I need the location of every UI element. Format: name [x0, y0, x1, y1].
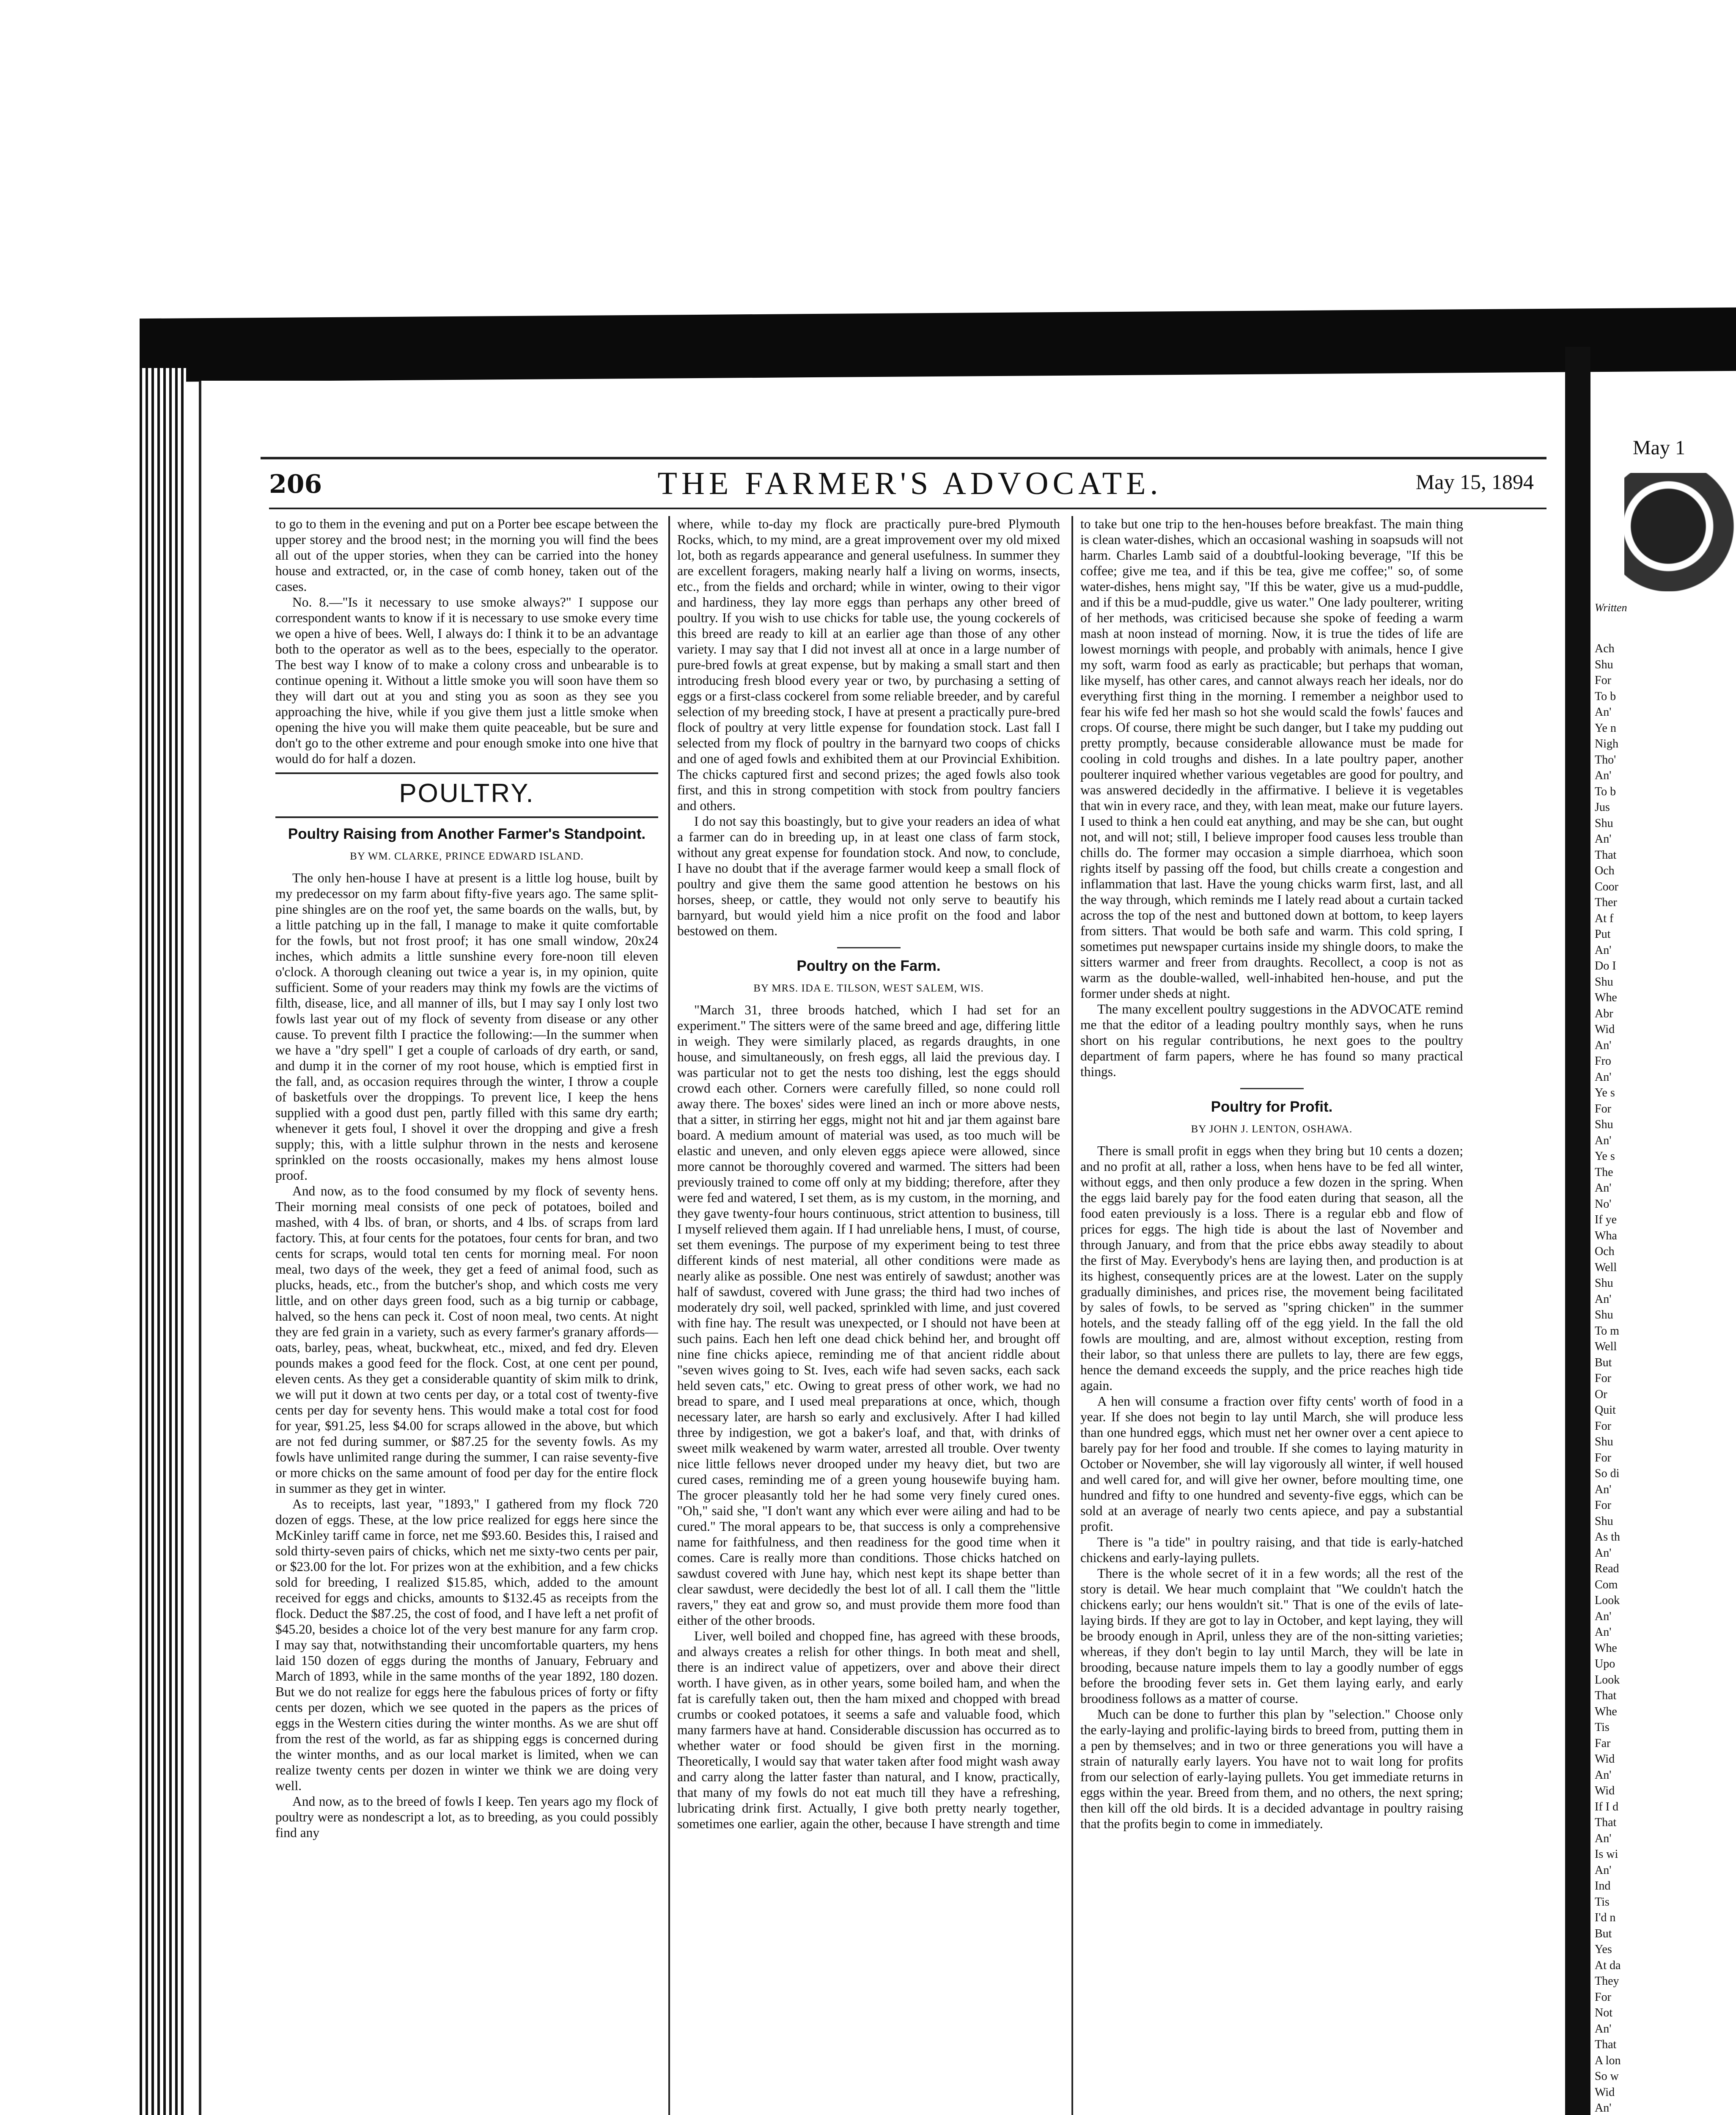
- text-fragment: An': [1595, 1546, 1612, 1560]
- paragraph: to go to them in the evening and put on a Porter bee escape between the upper storey and the brood nest; in the morning you will find the bees all out of the upper stories, when they can be carried into the honey house and extracted, or, in the case of comb honey, taken out of the cases.: [275, 516, 658, 594]
- text-fragment: Or: [1595, 1387, 1607, 1401]
- column-divider: [668, 516, 670, 2115]
- text-fragment: Look: [1595, 1594, 1620, 1607]
- text-fragment: No': [1595, 1197, 1612, 1211]
- text-fragment: Quit: [1595, 1404, 1616, 1417]
- text-fragment: I'd n: [1595, 1911, 1616, 1924]
- issue-date: May 15, 1894: [1415, 470, 1534, 494]
- text-fragment: For: [1595, 1499, 1611, 1512]
- scan-top-border: [140, 308, 1736, 382]
- text-fragment: Ach: [1595, 642, 1615, 655]
- text-fragment: But: [1595, 1356, 1612, 1369]
- column-2: [677, 516, 1060, 2115]
- text-fragment: Fro: [1595, 1055, 1611, 1068]
- text-fragment: Yes: [1595, 1943, 1612, 1956]
- text-fragment: Shu: [1595, 816, 1613, 830]
- text-fragment: Ye s: [1595, 1086, 1615, 1099]
- text-fragment: Nigh: [1595, 737, 1618, 750]
- text-fragment: An': [1595, 1768, 1612, 1782]
- article-separator: [837, 947, 901, 948]
- article-title: Poultry for Profit.: [1211, 1099, 1333, 1115]
- column-3: [1080, 516, 1463, 2115]
- text-fragment: For: [1595, 1419, 1611, 1433]
- text-fragment: Wid: [1595, 1752, 1615, 1766]
- text-fragment: An': [1595, 1070, 1612, 1084]
- text-fragment: That: [1595, 1689, 1617, 1702]
- scan-gutter: [1565, 347, 1590, 2115]
- text-fragment: An': [1595, 1181, 1612, 1195]
- paragraph: Liver, well boiled and chopped fine, has agreed with these broods, and always creates a relish for other things. In both meat and shell, there is an indirect value of appetizers, over and above their direct worth. I have given, as in other years, some boiled ham, and when the fat is carefully taken out, then the ham mixed and chopped with bread crumbs or cooked potatoes, it seems a safe and valuable food, which many farmers have at hand. Considerable discussion has occurred as to whether water or food should be given first in the morning. Theoretically, I would say that water taken after food might wash away and carry along the latter faster than natural, and I know, practically, that many of my fowls do not eat much till they have a refreshing, lubricating drink first. Actually, I give both pretty nearly together, sometimes one earlier, again the other, because I have strength and time: [677, 1629, 1060, 1831]
- text-fragment: An': [1595, 832, 1612, 846]
- adjacent-text-fragments: [1595, 641, 1736, 2115]
- text-fragment: Look: [1595, 1673, 1620, 1687]
- text-fragment: That: [1595, 1816, 1617, 1829]
- paragraph: As to receipts, last year, "1893," I gathered from my flock 720 dozen of eggs. These, at the low price realized for eggs here since the McKinley tariff came in force, net me $93.60. Besides this, I raised and sold thirty-seven pairs of chicks, which net me sixty-two cents per pair, or $23.00 for the lot. For prizes won at the exhibition, and a few chicks sold for breeding, I realized $15.85, which, added to the amount received for eggs and chicks, amounts to $132.45 as receipts from the flock. Deduct the $87.25, the cost of food, and I have left a net profit of $45.20, besides a choice lot of the very best manure for any farm crop. I may say that, notwithstanding their uncomfortable quarters, my hens laid 150 dozen of eggs during the months of January, February and March of 1893, while in the same months of the year 1892, 180 dozen. But we do not realize for eggs here the fabulous prices of forty or fifty cents per dozen, which we see quoted in the papers as the prices of eggs in the Western cities during the winter months. As we are shut off from the rest of the world, as far as shipping eggs is concerned during the winter months, and as our local market is limited, when we can realize twenty cents per dozen in winter we think we are doing very well.: [275, 1497, 658, 1793]
- text-fragment: Shu: [1595, 1308, 1613, 1321]
- text-fragment: Shu: [1595, 1277, 1613, 1290]
- text-fragment: Shu: [1595, 1118, 1613, 1131]
- text-fragment: If ye: [1595, 1213, 1617, 1226]
- text-fragment: Upo: [1595, 1657, 1615, 1670]
- paragraph: And now, as to the breed of fowls I keep. Ten years ago my flock of poultry were as nondescript a lot, as to breeding, as you could possibly find any: [275, 1794, 658, 1840]
- newspaper-page: [199, 381, 1563, 2115]
- text-fragment: Shu: [1595, 1514, 1613, 1528]
- text-fragment: Wid: [1595, 1023, 1615, 1036]
- text-fragment: Shu: [1595, 658, 1613, 671]
- text-fragment: Com: [1595, 1578, 1618, 1591]
- text-fragment: For: [1595, 1372, 1611, 1385]
- text-fragment: Shu: [1595, 975, 1613, 989]
- text-fragment: Jus: [1595, 801, 1610, 814]
- text-fragment: At da: [1595, 1958, 1621, 1972]
- text-fragment: Do I: [1595, 959, 1616, 972]
- text-fragment: To m: [1595, 1324, 1619, 1338]
- text-fragment: An': [1595, 1863, 1612, 1877]
- column-divider: [1071, 516, 1073, 2115]
- text-fragment: Not: [1595, 2006, 1612, 2019]
- section-rule: [275, 816, 658, 818]
- column-1: [275, 516, 658, 2115]
- text-fragment: Shu: [1595, 1435, 1613, 1448]
- article-byline: BY MRS. IDA E. TILSON, WEST SALEM, WIS.: [753, 983, 984, 994]
- adjacent-page-caption: Written: [1595, 601, 1627, 614]
- text-fragment: Wid: [1595, 2085, 1615, 2099]
- text-fragment: Och: [1595, 1245, 1615, 1258]
- paragraph: A hen will consume a fraction over fifty cents' worth of food in a year. If she does not begin to lay until March, she will produce less than one hundred eggs, which must net her owner over a cent apiece to barely pay for her food and trouble. If she comes to laying maturity in October or November, she will lay vigorously all winter, if well housed and well cared for, and will give her owner, before moulting time, one hundred and fifty to one hundred and seventy-five eggs, which can be sold at an average of nearly two cents apiece, and pay a substantial profit.: [1080, 1394, 1463, 1534]
- text-fragment: To b: [1595, 689, 1616, 703]
- scan-book-edge: [140, 368, 186, 2115]
- text-fragment: Tho': [1595, 753, 1616, 766]
- text-fragment: For: [1595, 1990, 1611, 2004]
- text-fragment: Is wi: [1595, 1848, 1618, 1861]
- text-fragment: Well: [1595, 1340, 1617, 1353]
- text-fragment: Wha: [1595, 1229, 1617, 1242]
- text-fragment: An': [1595, 1292, 1612, 1306]
- masthead-title: THE FARMER'S ADVOCATE.: [657, 466, 1162, 501]
- text-fragment: An': [1595, 1832, 1612, 1845]
- text-fragment: For: [1595, 1102, 1611, 1115]
- adjacent-page-strip: [1595, 440, 1736, 2115]
- text-fragment: Far: [1595, 1736, 1611, 1750]
- text-fragment: Wid: [1595, 1784, 1615, 1797]
- text-fragment: Tis: [1595, 1721, 1610, 1734]
- text-fragment: A lon: [1595, 2054, 1621, 2067]
- text-fragment: If I d: [1595, 1800, 1618, 1813]
- text-fragment: An': [1595, 1038, 1612, 1052]
- text-fragment: So w: [1595, 2070, 1619, 2083]
- text-fragment: Ye s: [1595, 1150, 1615, 1163]
- paragraph: There is "a tide" in poultry raising, and that tide is early-hatched chickens and early-laying pullets.: [1080, 1535, 1463, 1565]
- text-fragment: An': [1595, 706, 1612, 719]
- text-fragment: Coor: [1595, 880, 1618, 893]
- paragraph: The many excellent poultry suggestions in the ADVOCATE remind me that the editor of a leading poultry monthly says, when he runs short on his regular contributions, he next goes to the poultry department of farm papers, where he has found so many practical things.: [1080, 1002, 1463, 1079]
- text-fragment: Read: [1595, 1562, 1619, 1575]
- adjacent-page-header: May 1: [1633, 440, 1685, 459]
- text-fragment: Whe: [1595, 991, 1617, 1004]
- section-heading: POULTRY.: [399, 779, 535, 808]
- text-fragment: That: [1595, 848, 1617, 862]
- text-fragment: To b: [1595, 785, 1616, 798]
- section-rule: [275, 772, 658, 774]
- text-fragment: An': [1595, 1626, 1612, 1639]
- text-fragment: Whe: [1595, 1705, 1617, 1718]
- text-fragment: That: [1595, 2038, 1617, 2051]
- text-fragment: So di: [1595, 1467, 1620, 1480]
- page-header: [269, 461, 1551, 508]
- paragraph: No. 8.—"Is it necessary to use smoke always?" I suppose our correspondent wants to know if it is necessary to use smoke every time we open a hive of bees. Well, I always do: I think it to be an advantage both to the operator as well as to the bees, especially to the operator. The best way I know of to make a colony cross and unbearable is to continue opening it. Without a little smoke you will soon have them so they will dart out at you and sting you as soon as they see you approaching the hive, while if you give them just a little smoke when opening the hive you will make them quite peaceable, but be sure and don't go to the other extreme and pour enough smoke into one hive that would do for half a dozen.: [275, 595, 658, 766]
- article-byline: BY WM. CLARKE, PRINCE EDWARD ISLAND.: [350, 851, 584, 862]
- text-fragment: An': [1595, 769, 1612, 782]
- text-fragment: Put: [1595, 928, 1611, 941]
- paragraph: to take but one trip to the hen-houses before breakfast. The main thing is clean water-dishes, which an occasional washing in soapsuds will not harm. Charles Lamb said of a doubtful-looking beverage, "If this be coffee; give me tea, and if this be tea, give me coffee;" so, of some water-dishes, hens might say, "If this be water, give us a mud-puddle, and if this be a mud-puddle, give us water." One lady poulterer, writing of her methods, was criticised because she spoke of feeding a warm mash at noon instead of morning. Now, it is true the tides of life are lowest mornings with people, and probably with animals, hence I give my soft, warm food as early as practicable; but perhaps that woman, like myself, has other cares, and cannot always reach her ideals, nor do everything first thing in the morning. I remember a neighbor used to fear his wife fed her mash so hot she would scald the fowls' fauces and crops. Of course, there might be such danger, but I take my pudding out pretty promptly, because considerable allowance must be made for cooling in cold troughs and dishes. In a late poultry paper, another poulterer inquired whether various vegetables are good for poultry, and was answered decidedly in the affirmative. I believe it is vegetables that win in every race, and they, with lean meat, make our future layers. I used to think a hen could eat anything, and may be she can, but ought not, and will not; still, I believe improper food causes less trouble than chills do. The former may occasion a simple diarrhoea, which soon rights itself by passing off the food, but chills create a congestion and inflammation that last. Have the young chicks warm first, last, and all the way through, which reminds me I lately read about a curtain tacked across the top of the nest and buttoned down at bottom, to keep layers from sitters. That would be both safe and warm. This cold spring, I sometimes put newspaper curtains inside my shingle doors, to make the sitters warmer and freer from draughts. Recollect, a coop is not as warm as the double-walled, well-inhabited hen-house, and put the former under sheds at night.: [1080, 516, 1463, 1001]
- text-fragment: Whe: [1595, 1641, 1617, 1655]
- text-fragment: An': [1595, 2022, 1612, 2035]
- text-fragment: The: [1595, 1165, 1613, 1179]
- text-fragment: For: [1595, 674, 1611, 687]
- article-title: Poultry Raising from Another Farmer's Standpoint.: [288, 826, 646, 842]
- text-fragment: They: [1595, 1975, 1619, 1988]
- paragraph: The only hen-house I have at present is a little log house, built by my predecessor on my farm about fifty-five years ago. The same split-pine shingles are on the roof yet, the same boards on the walls, but, by a little patching up in the fall, I manage to make it quite comfortable for the fowls, but not frost proof; it has one small window, 20x24 inches, which admits a little sunshine every fore-noon till eleven o'clock. A thorough cleaning out twice a year is, in my opinion, quite sufficient. Some of your readers may think my fowls are the victims of filth, disease, lice, and all manner of ills, but I may say I only lost two fowls last year out of my flock of seventy from disease or any other cause. To prevent filth I practice the following:—In the summer when we have a "dry spell" I get a couple of carloads of dry earth, or sand, and dump it in the corner of my root house, which is emptied first in the fall, and, as occasion requires through the winter, I throw a couple of basketfuls over the droppings. To prevent lice, I keep the hens supplied with a good dust pen, partly filled with this same dry earth; whenever it gets foul, I shovel it over the dropping and give a fresh supply; this, with a little sulphur thrown in the nests and kerosene sprinkled on the roosts occasionally, makes my hens almost louse proof.: [275, 871, 658, 1183]
- paragraph: I do not say this boastingly, but to give your readers an idea of what a farmer can do in breeding up, in at least one class of farm stock, without any great expense for foundation stock. And now, to conclude, I have no doubt that if the average farmer would keep a small flock of poultry and give them the same good attention he bestows on his horses, sheep, or cattle, they would not only serve to beautify his barnyard, but would yield him a nice profit on the food and labor bestowed on them.: [677, 814, 1060, 938]
- text-fragment: Och: [1595, 864, 1615, 877]
- article-separator: [1240, 1088, 1304, 1089]
- text-fragment: Abr: [1595, 1007, 1613, 1020]
- paragraph: There is small profit in eggs when they bring but 10 cents a dozen; and no profit at all, rather a loss, when hens have to be fed all winter, without eggs, and then only produce a few dozen in the spring. When the eggs laid barely pay for the food eaten during that season, all the food eaten previously is a loss. There is a regular ebb and flow of prices for eggs. The high tide is about the last of November and through January, and from that the price ebbs away steadily to about the first of May. Everybody's hens are laying then, and production is at its highest, consequently prices are at the lowest. Later on the supply gradually diminishes, and prices rise, the movement being facilitated by sales of fowls, to be served as "spring chicken" in the summer hotels, and the steady falling off of the egg yield. In the fall the old fowls are moulting, and are, almost without exception, resting from their labor, so that unless there are pullets to lay, there are few eggs, hence the demand exceeds the supply, and the price reaches high tide again.: [1080, 1143, 1463, 1393]
- text-fragment: Well: [1595, 1261, 1617, 1274]
- text-fragment: Ther: [1595, 896, 1617, 909]
- text-fragment: As th: [1595, 1530, 1620, 1544]
- text-fragment: An': [1595, 1483, 1612, 1496]
- paragraph: "March 31, three broods hatched, which I had set for an experiment." The sitters were of the same breed and age, differing little in weigh. They were similarly placed, as regards draughts, in one house, and simultaneously, on fresh eggs, all laid the previous day. I was particular not to get the nests too dishing, lest the eggs should crowd each other. Corners were carefully filled, so none could roll away there. The boxes' sides were lined an inch or more above nests, that a sitter, in stirring her eggs, might not hit and jar them against bare board. A medium amount of material was used, as too much will be elastic and uneven, and only eleven eggs apiece were allowed, since more cannot be thoroughly covered and warmed. The sitters had been previously trained to come off only at my bidding; therefore, after they were fed and watered, I set them, as is my custom, in the morning, and they gave twenty-four hours continuous, strict attention to business, till I myself relieved them again. If I had unreliable hens, I must, of course, set them evenings. The purpose of my experiment being to test three different kinds of nest material, all other conditions were made as nearly alike as possible. One nest was entirely of sawdust; another was half of sawdust, covered with June grass; the third had two inches of moderately dry soil, well packed, sprinkled with lime, and just covered with fine hay. The result was unexpected, or I should not have been at such pains. Each hen left one dead chick behind her, and brought off nine fine chicks apiece, reminding me of that ancient riddle about "seven wives going to St. Ives, each wife had seven sacks, each sack held seven cats," etc. Owing to great press of other work, we had no bread to spare, and I used meal preparations at once, which, though necessary later, are harsh so early and exclusively. After I had killed three by indigestion, we got a baker's loaf, and that, with drinks of sweet milk weakened by warm water, arrested all trouble. Over twenty nice little fellows never drooped under my heavy diet, but two are cured cases, reminding me of a green young housewife buying ham. The grocer pleasantly told her he had some very finely cured ones. "Oh," said she, "I don't want any which ever were ailing and had to be cured." The moral appears to be, that success is only a comprehensive name for faithfulness, and then readiness for the good time when it comes. Care is really more than conditions. Those chicks hatched on sawdust covered with June hay, which nest kept its shape better than clear sawdust, were decidedly the best lot of all. I call them the "little ravers," they eat and grow so, and must provide them more food than either of the other broods.: [677, 1003, 1060, 1628]
- paragraph: There is the whole secret of it in a few words; all the rest of the story is detail. We hear much complaint that "We couldn't hatch the chickens early; our hens wouldn't sit." That is one of the evils of late-laying birds. If they are got to lay in October, and kept laying, they will be broody enough in April, unless they are of the non-sitting varieties; whereas, if they don't begin to lay until March, they will be late in brooding, because nature impels them to lay a goodly number of eggs before the brooding fever sets in. Get them laying early, and early broodiness follows as a matter of course.: [1080, 1566, 1463, 1706]
- paragraph: where, while to-day my flock are practically pure-bred Plymouth Rocks, which, to my mind, are a great improvement over my old mixed lot, both as regards appearance and general usefulness. In summer they are excellent foragers, making nearly half a living on worms, insects, etc., from the fields and orchard; while in winter, owing to their vigor and hardiness, they lay more eggs than perhaps any other breed of poultry. If you wish to use chicks for table use, the young cockerels of this breed are ready to kill at an earlier age than those of any other variety. I may say that I did not invest all at once in a large number of pure-bred fowls at great expense, but by making a small start and then introducing fresh blood every year or two, by purchasing a setting of eggs or a first-class cockerel from some reliable breeder, and by careful selection of my breeding stock, I have at present a practically pure-bred flock of poultry at very little expense for foundation stock. Last fall I selected from my flock of poultry in the barnyard two coops of chicks and one of aged fowls and exhibited them at our Provincial Exhibition. The chicks captured first and second prizes; the aged fowls also took first, and this in strong competition with stock from poultry fanciers and others.: [677, 516, 1060, 813]
- article-title: Poultry on the Farm.: [797, 958, 941, 974]
- text-fragment: For: [1595, 1451, 1611, 1464]
- text-fragment: Ind: [1595, 1879, 1611, 1893]
- header-rule: [269, 508, 1546, 509]
- page-number: 206: [269, 470, 322, 499]
- text-fragment: An': [1595, 1610, 1612, 1623]
- decorative-ornament-icon: [1624, 473, 1734, 591]
- text-fragment: At f: [1595, 912, 1614, 925]
- text-fragment: But: [1595, 1927, 1612, 1940]
- text-fragment: Ye n: [1595, 721, 1616, 735]
- text-fragment: An': [1595, 943, 1612, 957]
- article-byline: BY JOHN J. LENTON, OSHAWA.: [1191, 1123, 1353, 1135]
- text-fragment: An': [1595, 1134, 1612, 1147]
- paragraph: Much can be done to further this plan by "selection." Choose only the early-laying and prolific-laying birds to breed from, putting them in a pen by themselves; and in two or three generations you will have a strain of naturally early layers. You have not to wait long for profits from our selection of early-laying pullets. You get immediate returns in eggs within the year. Breed from them, and no others, the next spring; then kill off the old birds. It is a decided advantage in poultry raising that the profits begin to come in immediately.: [1080, 1707, 1463, 1831]
- text-fragment: Tis: [1595, 1895, 1610, 1909]
- text-fragment: An': [1595, 2101, 1612, 2115]
- paragraph: And now, as to the food consumed by my flock of seventy hens. Their morning meal consists of one peck of potatoes, boiled and mashed, with 4 lbs. of bran, or shorts, and 4 lbs. of scraps from lard factory. This, at four cents for the potatoes, four cents for bran, and two cents for scraps, would total ten cents for morning meal. For noon meal, two days of the week, they get a feed of animal food, such as plucks, heads, etc., from the butcher's shop, and which costs me very little, and on other days green food, such as a big turnip or cabbage, halved, so the hens can peck it. Cost of noon meal, two cents. At night they are fed grain in a variety, such as every farmer's granary affords—oats, barley, peas, wheat, buckwheat, etc., mixed, and fed dry. Eleven pounds makes a good feed for the flock. Cost, at one cent per pound, eleven cents. As they get a considerable quantity of skim milk to drink, we will put it down at two cents per day, or a total cost of twenty-five cents per day for seventy hens. This would make a total cost for food for year, $91.25, less $4.00 for scraps allowed in the above, but which are not fed during summer, or $87.25 for the seventy fowls. As my fowls have unlimited range during the summer, I can raise seventy-five or more chicks on the same amount of food per day for the entire flock in summer as they get in winter.: [275, 1184, 658, 1496]
- top-rule: [261, 457, 1546, 459]
